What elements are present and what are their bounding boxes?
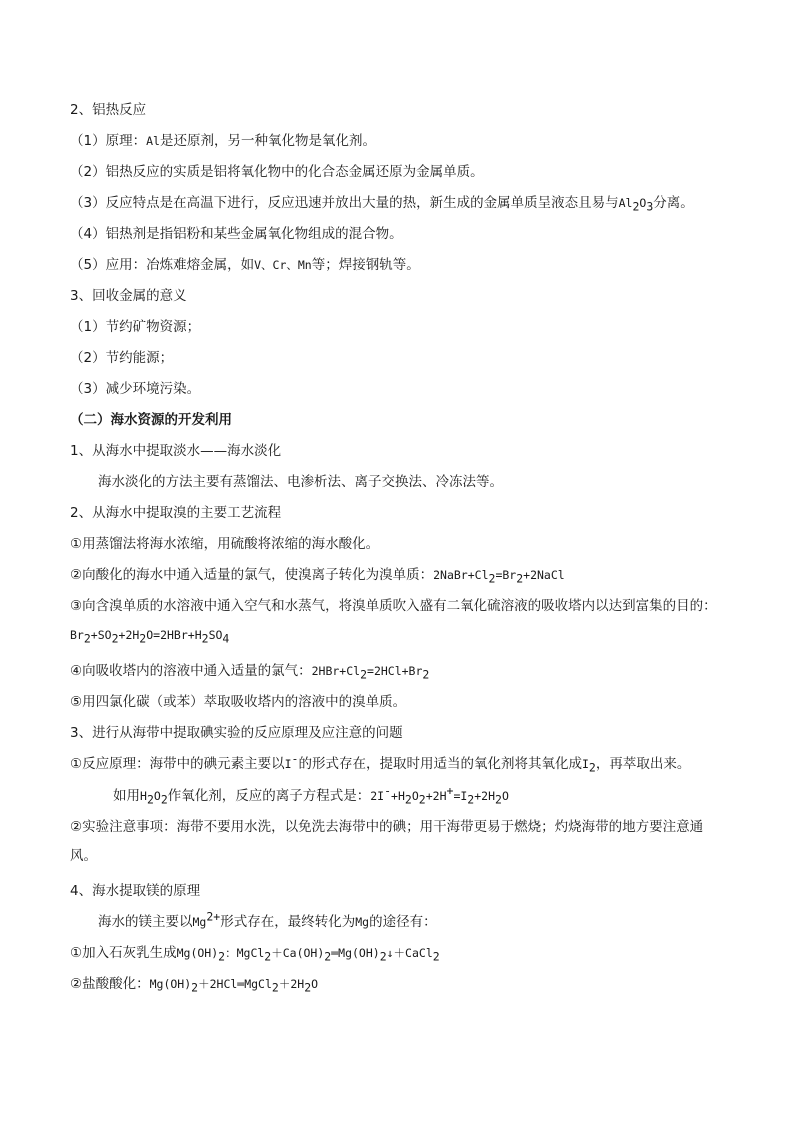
- seawater-heading-3: 3、进行从海带中提取碘实验的反应原理及应注意的问题: [70, 725, 403, 741]
- seawater-heading-2: 2、从海水中提取溴的主要工艺流程: [70, 505, 282, 521]
- bromine-step-4: ④向吸收塔内的溶液中通入适量的氯气：$2HBr+Cl_2=2HCl+Br_2$: [70, 663, 430, 682]
- bromine-step-2: ②向酸化的海水中通入适量的氯气，使溴离子转化为溴单质：$2NaBr+Cl_2=Br_2+2NaCl$: [70, 567, 565, 586]
- thermite-item-3: （3）反应特点是在高温下进行，反应迅速并放出大量的热，新生成的金属单质呈液态且易与$Al_2O_3$分离。: [70, 195, 694, 214]
- magnesium-step-1: ①加入石灰乳生成$Mg(OH)_2$：$MgCl_2+Ca(OH)_2═Mg(OH)_2↓+CaCl_2$: [70, 945, 440, 964]
- bromine-step-1: ①用蒸馏法将海水浓缩，用硫酸将浓缩的海水酸化。: [70, 536, 380, 552]
- thermite-item-4: （4）铝热剂是指铝粉和某些金属氧化物组成的混合物。: [70, 226, 403, 242]
- bromine-step-3: ③向含溴单质的水溶液中通入空气和水蒸气，将溴单质吹入盛有二氧化硫溶液的吸收塔内以达到富集的目的：$Br_2+SO_2+2H_2O=2HBr+H_2SO_4$: [70, 598, 717, 646]
- recycling-item-1: （1）节约矿物资源；: [70, 319, 201, 335]
- iodine-equation: 如用$H_2O_2$作氧化剂，反应的离子方程式是：$2I^-+H_2O_2+2H^+=I_2+2H_2O$: [113, 783, 509, 807]
- thermite-item-5: （5）应用：冶炼难熔金属，如V、Cr、Mn等；焊接钢轨等。: [70, 257, 420, 273]
- iodine-notes: ②实验注意事项：海带不要用水洗，以免洗去海带中的碘；用干海带更易于燃烧；灼烧海带的地方要注意通风。: [70, 819, 704, 864]
- magnesium-step-2: ②盐酸酸化：$Mg(OH)_2+2HCl═MgCl_2+2H_2O$: [70, 976, 319, 995]
- section-heading-recycling: 3、回收金属的意义: [70, 288, 187, 304]
- iodine-principle: ①反应原理：海带中的碘元素主要以I-的形式存在，提取时用适当的氧化剂将其氧化成$I_2$，再萃取出来。: [70, 751, 691, 775]
- desalination-text: 海水淡化的方法主要有蒸馏法、电渗析法、离子交换法、冷冻法等。: [98, 474, 503, 490]
- recycling-item-2: （2）节约能源；: [70, 350, 174, 366]
- section-heading-thermite: 2、铝热反应: [70, 102, 147, 118]
- seawater-heading-1: 1、从海水中提取淡水——海水淡化: [70, 443, 282, 459]
- part-title-seawater: （二）海水资源的开发利用: [70, 412, 232, 428]
- thermite-item-1: （1）原理：Al是还原剂，另一种氧化物是氧化剂。: [70, 133, 376, 149]
- recycling-item-3: （3）减少环境污染。: [70, 381, 201, 397]
- bromine-step-5: ⑤用四氯化碳（或苯）萃取吸收塔内的溶液中的溴单质。: [70, 694, 407, 710]
- seawater-heading-4: 4、海水提取镁的原理: [70, 883, 201, 899]
- magnesium-intro: 海水的镁主要以$Mg^{2+}$形式存在，最终转化为Mg的途径有：: [98, 909, 437, 930]
- thermite-item-2: （2）铝热反应的实质是铝将氧化物中的化合态金属还原为金属单质。: [70, 164, 484, 180]
